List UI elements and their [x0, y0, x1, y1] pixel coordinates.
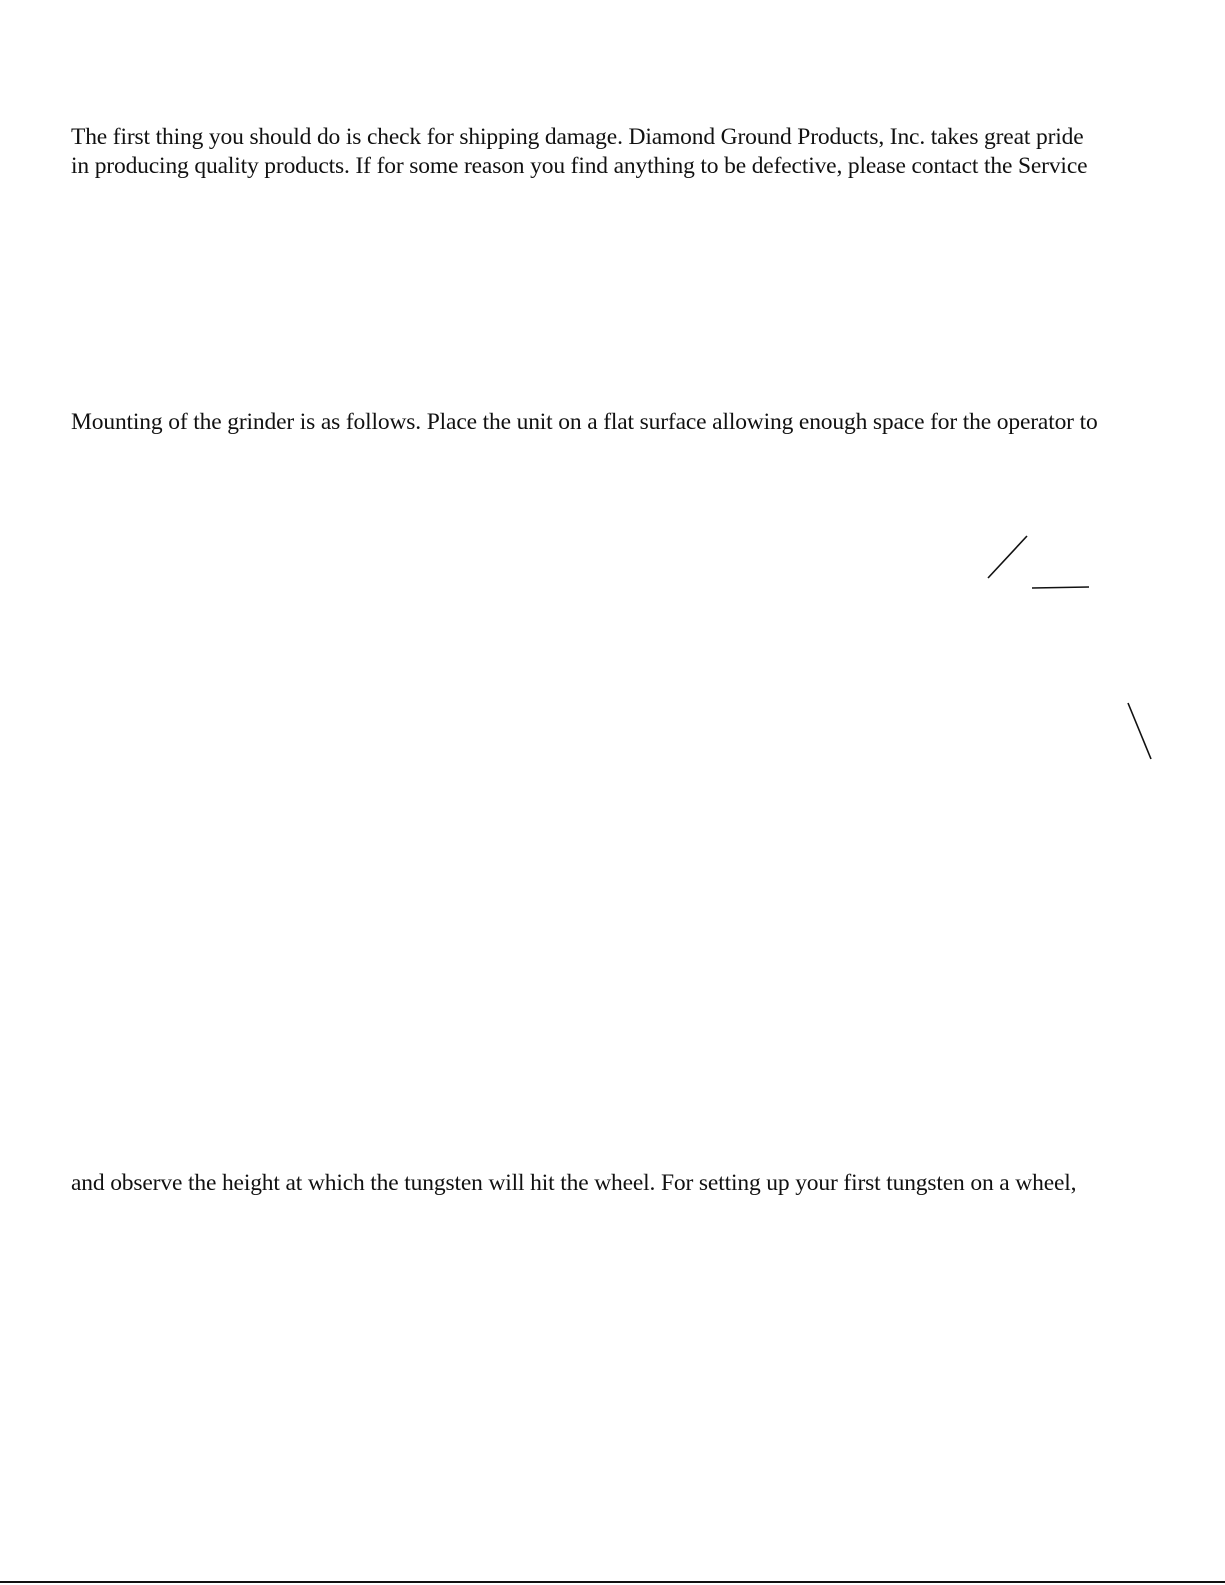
- paragraph-2-line-1: Mounting of the grinder is as follows. Place the unit on a flat surface allowing enough space for the operator to: [71, 409, 1098, 435]
- bottom-edge-rule: [0, 1581, 1225, 1583]
- diagonal-stroke-right: [1128, 703, 1151, 759]
- paragraph-3-line-1: and observe the height at which the tungsten will hit the wheel. For setting up your first tungsten on a wheel,: [71, 1170, 1077, 1196]
- paragraph-1-line-1: The first thing you should do is check for shipping damage. Diamond Ground Products, Inc. takes great pride: [71, 124, 1084, 150]
- paragraph-1-line-2: in producing quality products. If for some reason you find anything to be defective, please contact the Service: [71, 153, 1088, 179]
- horizontal-stroke: [1032, 587, 1089, 588]
- diagonal-stroke-left: [988, 536, 1027, 578]
